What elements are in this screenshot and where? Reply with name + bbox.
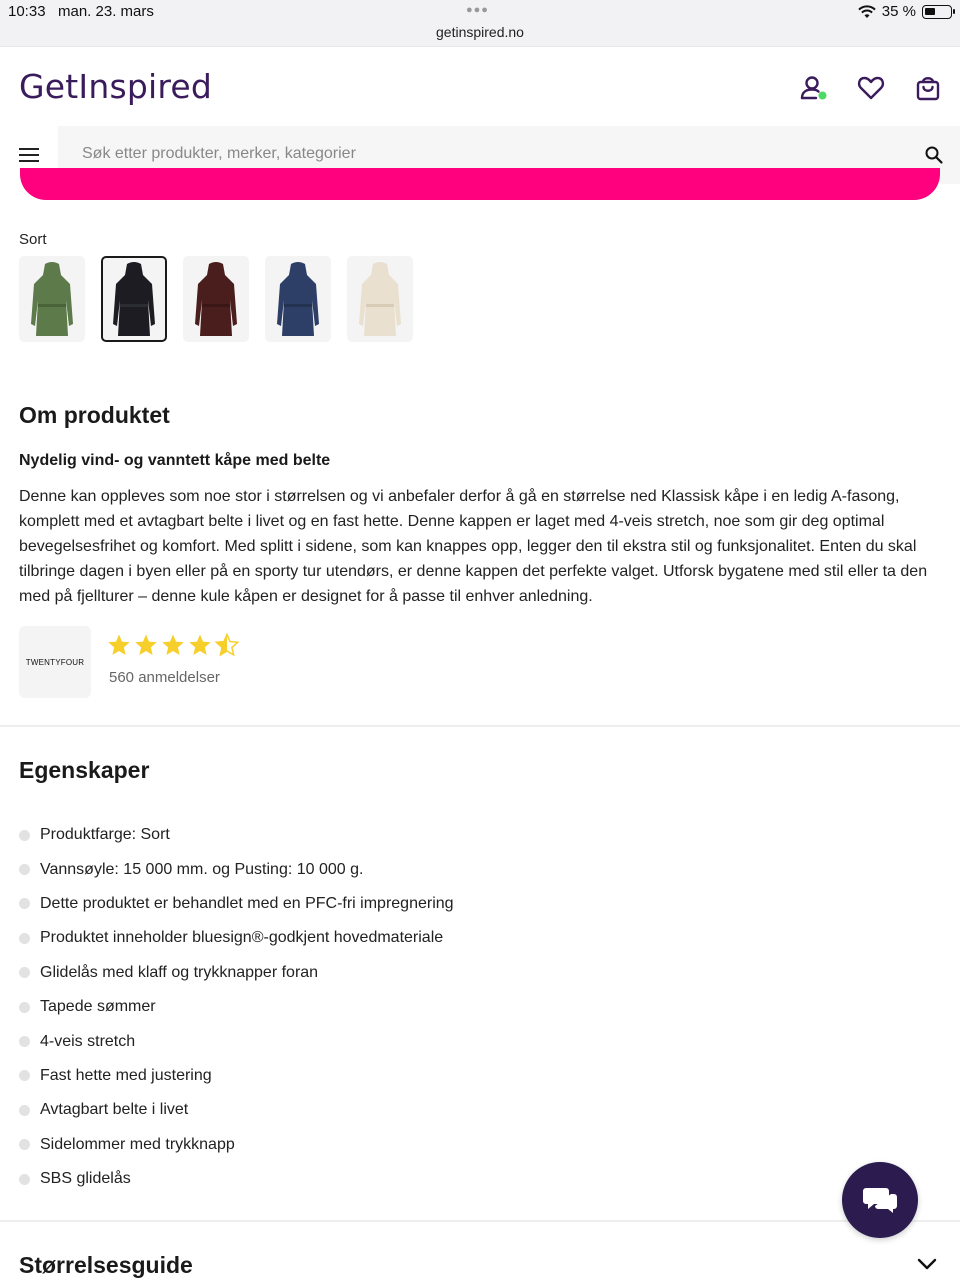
feature-item — [19, 921, 454, 955]
bullet-icon — [19, 1002, 30, 1013]
feature-text: Fast hette med justering — [40, 1066, 212, 1084]
star-icon — [161, 633, 185, 657]
coat-image — [276, 260, 320, 338]
section-divider — [0, 1220, 960, 1222]
status-bar — [0, 0, 960, 46]
feature-item — [19, 887, 454, 921]
feature-text: Sidelommer med trykknapp — [40, 1135, 235, 1153]
feature-text: Tapede sømmer — [40, 998, 156, 1016]
feature-text: SBS glidelås — [40, 1170, 131, 1188]
feature-item — [19, 1093, 454, 1127]
feature-text: 4-veis stretch — [40, 1032, 136, 1050]
color-label: Sort — [19, 231, 47, 248]
features-title: Egenskaper — [19, 757, 150, 783]
color-swatch-beige[interactable] — [347, 256, 413, 342]
bullet-icon — [19, 1174, 30, 1185]
coat-image — [112, 260, 156, 338]
feature-text: Dette produktet er behandlet med en PFC-fri impregnering — [40, 894, 454, 912]
bullet-icon — [19, 1070, 30, 1081]
coat-image — [30, 260, 74, 338]
bullet-icon — [19, 967, 30, 978]
about-title: Om produktet — [19, 402, 170, 428]
site-logo[interactable]: GetInspired — [19, 67, 213, 106]
color-swatches — [19, 256, 413, 342]
star-icon — [188, 633, 212, 657]
battery-icon — [922, 5, 952, 19]
add-to-cart-button[interactable] — [20, 168, 940, 200]
section-divider — [0, 725, 960, 727]
feature-item — [19, 818, 454, 852]
bullet-icon — [19, 898, 30, 909]
bullet-icon — [19, 1036, 30, 1047]
size-guide-title[interactable]: Størrelsesguide — [19, 1252, 193, 1278]
color-swatch-black[interactable] — [101, 256, 167, 342]
chat-icon — [862, 1184, 898, 1216]
feature-item — [19, 956, 454, 990]
status-right — [858, 3, 952, 20]
feature-text: Produktfarge: Sort — [40, 826, 170, 844]
bullet-icon — [19, 830, 30, 841]
coat-image — [194, 260, 238, 338]
bullet-icon — [19, 1139, 30, 1150]
bullet-icon — [19, 933, 30, 944]
half-star-icon — [215, 633, 239, 657]
bullet-icon — [19, 864, 30, 875]
status-time: 10:33 — [8, 3, 46, 20]
product-description: Denne kan oppleves som noe stor i størrelsen og vi anbefaler derfor å gå en størrelse ned Klassisk kåpe i en ledig A-fasong, komplett med et avtagbart belte i livet og en fast hette. Denne kappen er laget med 4-veis stretch, noe som gir deg optimal bevegelsesfrihet og komfort. Med splitt i sidene, som kan knappes opp, legger den til ekstra stil og funksjonalitet. Enten du skal tilbringe dagen i byen eller på en sporty tur utendørs, er denne kappen det perfekte valget. Utforsk bygatene med stil eller ta den med på fjellturer – denne kule kåpen er designet for å passe til enhver anledning. — [19, 488, 928, 605]
coat-image — [358, 260, 402, 338]
bullet-icon — [19, 1105, 30, 1116]
feature-text: Glidelås med klaff og trykknapper foran — [40, 963, 319, 981]
search-input[interactable] — [82, 145, 882, 163]
color-swatch-navy[interactable] — [265, 256, 331, 342]
wifi-icon — [858, 5, 876, 19]
rating-stars[interactable] — [107, 633, 239, 657]
features-list — [19, 818, 454, 1196]
color-swatch-brown[interactable] — [183, 256, 249, 342]
feature-item — [19, 1128, 454, 1162]
feature-text: Vannsøyle: 15 000 mm. og Pusting: 10 000 g. — [40, 860, 364, 878]
feature-item — [19, 852, 454, 886]
brand-logo[interactable]: TWENTYFOUR — [19, 626, 91, 698]
product-subtitle: Nydelig vind- og vanntett kåpe med belte — [19, 452, 331, 469]
feature-item — [19, 1024, 454, 1058]
star-icon — [134, 633, 158, 657]
review-count[interactable]: 560 anmeldelser — [109, 669, 220, 686]
feature-item — [19, 1162, 454, 1196]
user-icon[interactable] — [798, 73, 828, 103]
chat-button[interactable] — [842, 1162, 918, 1238]
feature-text: Produktet inneholder bluesign®-godkjent hovedmateriale — [40, 929, 444, 947]
heart-icon[interactable] — [856, 73, 886, 103]
more-dots-icon[interactable]: ●●● — [466, 4, 489, 16]
shopping-bag-icon[interactable] — [913, 73, 943, 103]
battery-text: 35 % — [881, 3, 916, 20]
feature-item — [19, 990, 454, 1024]
site-header — [0, 46, 960, 126]
feature-text: Avtagbart belte i livet — [40, 1101, 189, 1119]
address-url[interactable]: getinspired.no — [436, 24, 524, 40]
color-swatch-green[interactable] — [19, 256, 85, 342]
star-icon — [107, 633, 131, 657]
search-icon[interactable] — [924, 145, 944, 165]
feature-item — [19, 1059, 454, 1093]
status-date: man. 23. mars — [58, 3, 154, 20]
chevron-down-icon[interactable] — [916, 1256, 938, 1272]
